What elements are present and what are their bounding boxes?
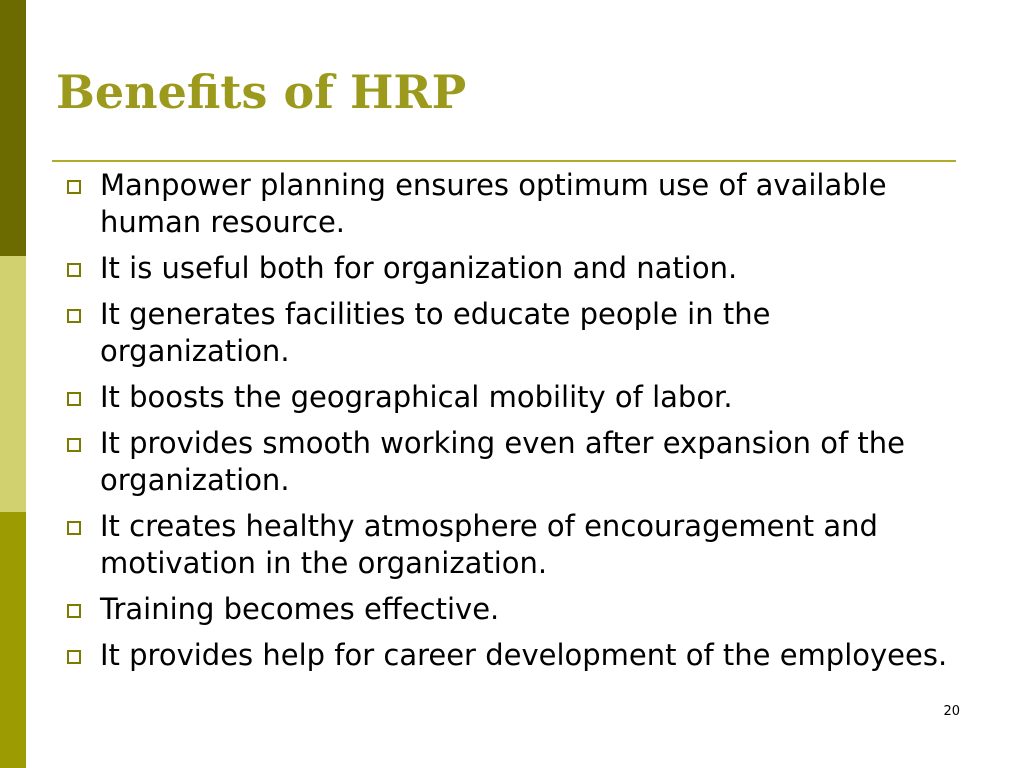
bullet-text: It boosts the geographical mobility of labor. bbox=[100, 380, 733, 414]
bullet-item bbox=[62, 637, 962, 674]
hollow-square-bullet-icon bbox=[67, 180, 81, 194]
bullet-item bbox=[62, 591, 962, 628]
bullet-item bbox=[62, 379, 962, 416]
decorative-sidebar bbox=[0, 0, 26, 768]
hollow-square-bullet-icon bbox=[67, 309, 81, 323]
hollow-square-bullet-icon bbox=[67, 438, 81, 452]
bullet-text: Manpower planning ensures optimum use of available human resource. bbox=[100, 168, 887, 239]
hollow-square-bullet-icon bbox=[67, 650, 81, 664]
hollow-square-bullet-icon bbox=[67, 604, 81, 618]
sidebar-band-mid bbox=[0, 512, 26, 768]
bullet-text: It generates facilities to educate people in the organization. bbox=[100, 297, 771, 368]
hollow-square-bullet-icon bbox=[67, 392, 81, 406]
bullet-item bbox=[62, 296, 962, 370]
hollow-square-bullet-icon bbox=[67, 521, 81, 535]
bullet-item bbox=[62, 425, 962, 499]
sidebar-band-dark bbox=[0, 0, 26, 256]
bullet-text: It provides help for career development of the employees. bbox=[100, 638, 948, 672]
bullet-item bbox=[62, 250, 962, 287]
slide-number: 20 bbox=[943, 704, 960, 719]
slide-title: Benefits of HRP bbox=[56, 65, 467, 119]
bullet-text: It creates healthy atmosphere of encouragement and motivation in the organization. bbox=[100, 509, 878, 580]
bullet-item bbox=[62, 167, 962, 241]
bullet-text: It provides smooth working even after expansion of the organization. bbox=[100, 426, 906, 497]
bullet-list bbox=[62, 167, 962, 683]
title-divider bbox=[52, 160, 956, 162]
bullet-text: It is useful both for organization and nation. bbox=[100, 251, 738, 285]
bullet-text: Training becomes effective. bbox=[100, 592, 500, 626]
sidebar-band-light bbox=[0, 256, 26, 512]
hollow-square-bullet-icon bbox=[67, 263, 81, 277]
bullet-item bbox=[62, 508, 962, 582]
